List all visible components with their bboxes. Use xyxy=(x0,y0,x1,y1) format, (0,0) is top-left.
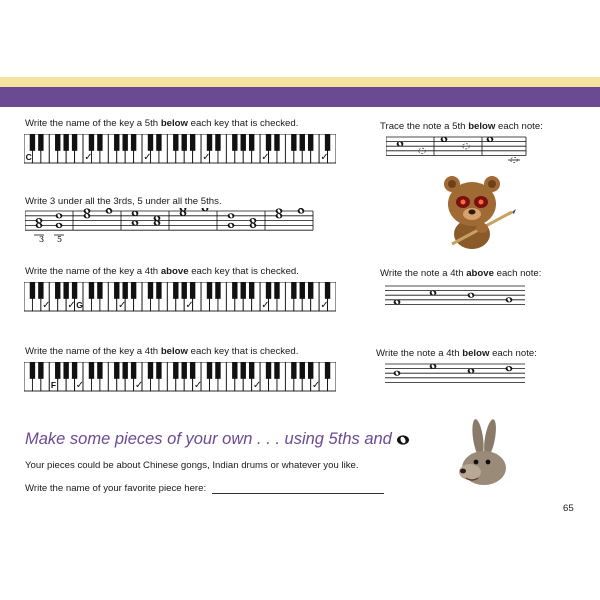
black-key[interactable] xyxy=(182,282,187,299)
black-key[interactable] xyxy=(300,282,305,299)
whole-note-icon xyxy=(396,434,410,446)
black-key[interactable] xyxy=(38,134,43,151)
composition-hint: Your pieces could be about Chinese gongs, Indian drums or whatever you like. xyxy=(25,460,359,471)
check-mark: ✓ xyxy=(42,300,51,311)
black-key[interactable] xyxy=(300,362,305,379)
black-key[interactable] xyxy=(30,282,35,299)
black-key[interactable] xyxy=(232,282,237,299)
exercise-1-instruction: Write the name of the key a 5th below each key that is checked. xyxy=(25,118,299,129)
black-key[interactable] xyxy=(232,134,237,151)
black-key[interactable] xyxy=(131,282,136,299)
black-key[interactable] xyxy=(274,362,279,379)
black-key[interactable] xyxy=(207,362,212,379)
exercise-7-instruction: Write the note a 4th below each note: xyxy=(376,348,537,359)
favorite-piece-prompt: Write the name of your favorite piece here: xyxy=(25,483,384,494)
given-key-label: G xyxy=(76,300,83,310)
black-key[interactable] xyxy=(266,282,271,299)
black-key[interactable] xyxy=(241,362,246,379)
header-band-purple xyxy=(0,87,600,107)
black-key[interactable] xyxy=(97,134,102,151)
staff-exercise-5 xyxy=(386,130,528,164)
black-key[interactable] xyxy=(55,282,60,299)
staff-exercise-6 xyxy=(385,283,527,309)
exercise-6-instruction: Write the note a 4th above each note: xyxy=(380,268,542,279)
black-key[interactable] xyxy=(215,134,220,151)
interval-label-3: 3 xyxy=(39,235,45,244)
check-mark: ✓ xyxy=(320,152,329,163)
black-key[interactable] xyxy=(122,282,127,299)
header-band-yellow xyxy=(0,77,600,87)
black-key[interactable] xyxy=(122,362,127,379)
check-mark: ✓ xyxy=(311,380,321,391)
check-mark: ✓ xyxy=(75,380,85,391)
black-key[interactable] xyxy=(63,134,68,151)
staff-exercise-2 xyxy=(25,208,315,248)
black-key[interactable] xyxy=(300,134,305,151)
black-key[interactable] xyxy=(114,282,119,299)
black-key[interactable] xyxy=(173,134,178,151)
black-key[interactable] xyxy=(325,282,330,299)
check-mark: ✓ xyxy=(143,152,152,163)
exercise-2-instruction: Write 3 under all the 3rds, 5 under all the 5ths. xyxy=(25,196,222,207)
check-mark: ✓ xyxy=(84,152,93,163)
black-key[interactable] xyxy=(38,282,43,299)
interval-label-5: 5 xyxy=(57,235,63,244)
given-key-label: C xyxy=(25,152,32,162)
black-key[interactable] xyxy=(241,134,246,151)
black-key[interactable] xyxy=(249,362,254,379)
black-key[interactable] xyxy=(266,362,271,379)
check-mark: ✓ xyxy=(261,300,270,311)
check-mark: ✓ xyxy=(252,380,262,391)
black-key[interactable] xyxy=(30,362,35,379)
black-key[interactable] xyxy=(308,282,313,299)
black-key[interactable] xyxy=(190,134,195,151)
black-key[interactable] xyxy=(55,362,60,379)
black-key[interactable] xyxy=(291,282,296,299)
black-key[interactable] xyxy=(89,134,94,151)
black-key[interactable] xyxy=(38,362,43,379)
black-key[interactable] xyxy=(114,362,119,379)
black-key[interactable] xyxy=(72,362,77,379)
check-mark: ✓ xyxy=(134,380,144,391)
black-key[interactable] xyxy=(325,362,330,379)
black-key[interactable] xyxy=(156,362,161,379)
check-mark: ✓ xyxy=(67,300,76,311)
black-key[interactable] xyxy=(249,282,254,299)
check-mark: ✓ xyxy=(261,152,270,163)
black-key[interactable] xyxy=(63,362,68,379)
black-key[interactable] xyxy=(291,362,296,379)
black-key[interactable] xyxy=(63,282,68,299)
black-key[interactable] xyxy=(30,134,35,151)
exercise-5-instruction: Trace the note a 5th below each note: xyxy=(380,121,543,132)
exercise-4-instruction: Write the name of the key a 4th below each key that is checked. xyxy=(25,346,299,357)
black-key[interactable] xyxy=(190,362,195,379)
black-key[interactable] xyxy=(97,282,102,299)
page-number: 65 xyxy=(563,503,574,514)
black-key[interactable] xyxy=(182,362,187,379)
keyboard-exercise-1[interactable] xyxy=(24,134,336,164)
black-key[interactable] xyxy=(266,134,271,151)
rabbit-icon xyxy=(452,418,512,494)
black-key[interactable] xyxy=(274,282,279,299)
check-mark: ✓ xyxy=(117,300,127,311)
black-key[interactable] xyxy=(274,134,279,151)
black-key[interactable] xyxy=(72,134,77,151)
black-key[interactable] xyxy=(131,134,136,151)
check-mark: ✓ xyxy=(193,380,203,391)
black-key[interactable] xyxy=(215,362,220,379)
black-key[interactable] xyxy=(156,134,161,151)
given-key-label: F xyxy=(50,380,57,390)
black-key[interactable] xyxy=(89,362,94,379)
black-key[interactable] xyxy=(325,134,330,151)
black-key[interactable] xyxy=(308,134,313,151)
black-key[interactable] xyxy=(156,282,161,299)
black-key[interactable] xyxy=(207,282,212,299)
black-key[interactable] xyxy=(190,282,195,299)
black-key[interactable] xyxy=(97,362,102,379)
staff-exercise-7 xyxy=(385,361,527,387)
black-key[interactable] xyxy=(148,282,153,299)
composition-title: Make some pieces of your own . . . using 5ths and xyxy=(25,430,410,449)
black-key[interactable] xyxy=(308,362,313,379)
black-key[interactable] xyxy=(114,134,119,151)
check-mark: ✓ xyxy=(320,300,329,311)
black-key[interactable] xyxy=(72,282,77,299)
keyboard-exercise-3[interactable] xyxy=(24,282,336,312)
black-key[interactable] xyxy=(131,362,136,379)
black-key[interactable] xyxy=(173,362,178,379)
black-key[interactable] xyxy=(291,134,296,151)
black-key[interactable] xyxy=(148,362,153,379)
check-mark: ✓ xyxy=(185,300,194,311)
black-key[interactable] xyxy=(182,134,187,151)
black-key[interactable] xyxy=(241,282,246,299)
black-key[interactable] xyxy=(249,134,254,151)
black-key[interactable] xyxy=(148,134,153,151)
black-key[interactable] xyxy=(55,134,60,151)
exercise-3-instruction: Write the name of the key a 4th above each key that is checked. xyxy=(25,266,299,277)
black-key[interactable] xyxy=(207,134,212,151)
black-key[interactable] xyxy=(89,282,94,299)
keyboard-exercise-4[interactable] xyxy=(24,362,336,392)
favorite-piece-input[interactable] xyxy=(212,483,384,494)
black-key[interactable] xyxy=(215,282,220,299)
bear-with-pen-icon xyxy=(432,168,516,252)
black-key[interactable] xyxy=(122,134,127,151)
check-mark: ✓ xyxy=(202,152,211,163)
black-key[interactable] xyxy=(173,282,178,299)
black-key[interactable] xyxy=(232,362,237,379)
